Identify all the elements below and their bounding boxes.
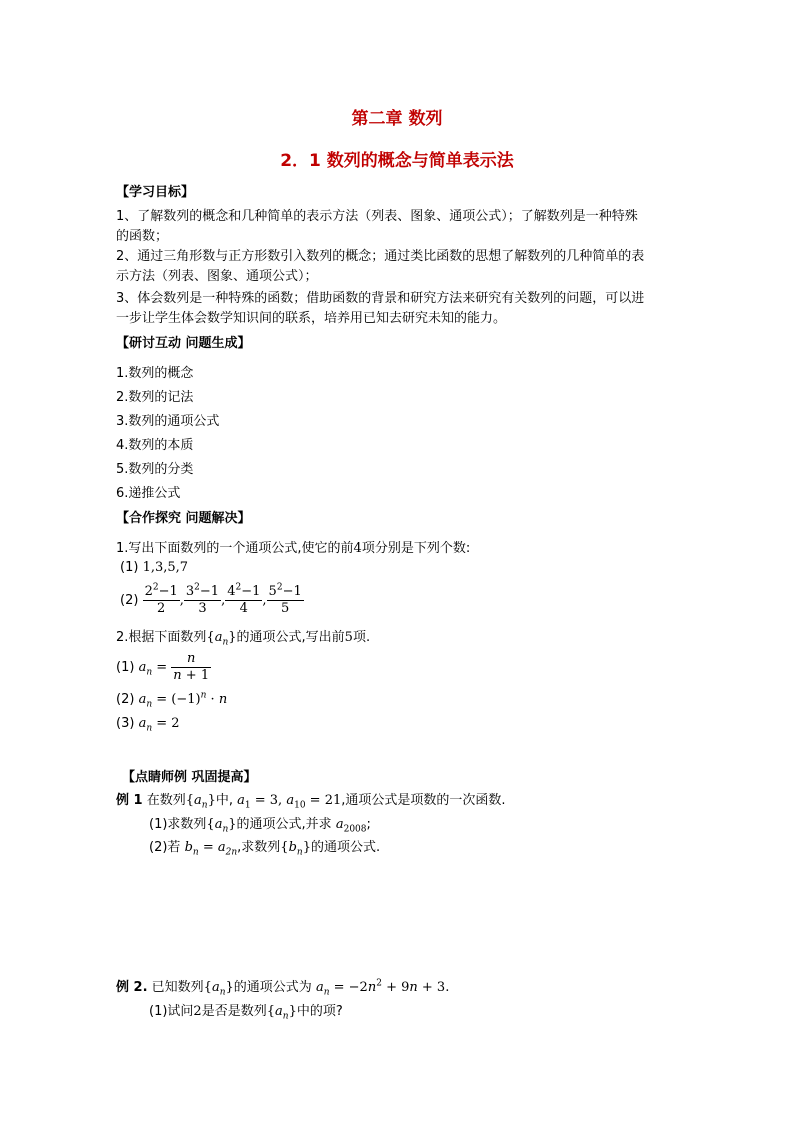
fraction: $\frac{4^2-1}{4}$ <box>227 582 261 616</box>
example-2: 例 2. 已知数列$\{a_n\}$的通项公式为 $a_n = -2n^2 + 9n + 3$. <box>116 978 450 998</box>
question-1: 1.写出下面数列的一个通项公式,使它的前4项分别是下列个数: <box>116 541 471 556</box>
goals-line-6: 一步让学生体会数学知识间的联系，培养用已知去研究未知的能力。 <box>116 311 507 326</box>
question-1-part-2: (2) $\frac{2^2-1}{2}$ , $\frac{3^2-1}{3}$ , $\frac{4^2-1}{4}$ , $\frac{5^2-1}{5}$ <box>120 582 302 616</box>
question-2-part-1: (1) $a_n$ = $\frac{n}{n + 1}$ <box>116 651 210 683</box>
question-2-part-3: (3) $a_n = 2$ <box>116 716 180 734</box>
fraction: $\frac{n}{n + 1}$ <box>173 651 210 683</box>
goals-heading: 【学习目标】 <box>116 185 195 200</box>
goals-line-1: 1、了解数列的概念和几种简单的表示方法（列表、图象、通项公式）；了解数列是一种特殊 <box>116 209 638 224</box>
cooperation-heading: 【合作探究 问题解决】 <box>116 511 251 526</box>
example-1-part-2: (2)若 $b_n = a_{2n}$,求数列$\{b_n\}$的通项公式. <box>149 840 381 858</box>
topic-item-3: 3.数列的通项公式 <box>116 414 220 429</box>
topic-item-5: 5.数列的分类 <box>116 462 194 477</box>
goals-line-2: 的函数； <box>116 229 169 244</box>
question-2: 2.根据下面数列$\{a_n\}$的通项公式,写出前5项. <box>116 630 371 648</box>
topic-item-2: 2.数列的记法 <box>116 390 194 405</box>
goals-line-4: 示方法（列表、图象、通项公式）； <box>116 269 318 284</box>
example-1-part-1: (1)求数列$\{a_n\}$的通项公式,并求 $a_{2008}$; <box>149 817 371 835</box>
question-1-part-1: (1) 1,3,5,7 <box>120 560 189 575</box>
example-1: 例 1 在数列$\{a_n\}$中, $a_1 = 3$, $a_{10} = 21$,通项公式是项数的一次函数. <box>116 793 506 811</box>
question-2-part-2: (2) $a_n = (-1)^n \cdot n$ <box>116 690 228 710</box>
section-title: 2．1 数列的概念与简单表示法 <box>280 151 514 171</box>
example-2-part-1: (1)试问2是否是数列$\{a_n\}$中的项? <box>149 1004 343 1022</box>
chapter-title: 第二章 数列 <box>351 109 443 129</box>
topic-item-1: 1.数列的概念 <box>116 366 194 381</box>
fraction: $\frac{3^2-1}{3}$ <box>185 582 220 616</box>
topic-item-6: 6.递推公式 <box>116 486 181 501</box>
goals-line-5: 3、体会数列是一种特殊的函数；借助函数的背景和研究方法来研究有关数列的问题，可以进 <box>116 291 645 306</box>
fraction: $\frac{5^2-1}{5}$ <box>268 582 302 616</box>
goals-line-3: 2、通过三角形数与正方形数引入数列的概念；通过类比函数的思想了解数列的几种简单的表 <box>116 249 645 264</box>
examples-heading: 【点睛师例 巩固提高】 <box>122 770 257 785</box>
topic-item-4: 4.数列的本质 <box>116 438 194 453</box>
interaction-heading: 【研讨互动 问题生成】 <box>116 336 251 351</box>
fraction: $\frac{2^2-1}{2}$ <box>144 582 178 616</box>
